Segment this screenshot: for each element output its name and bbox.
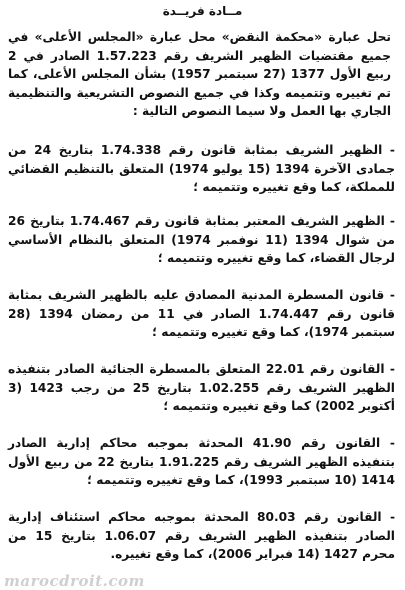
list-item-5: - القانون رقم 41.90 المحدثة بموجبه محاكم إدارية الصادر بتنفيذه الظهير الشريف رقم 1.91.225 بتاريخ 22 من ربيع الأول 1414 (10 سبتمبر 1993)، كما وقع تغييره وتتميمه ؛ xyxy=(8,436,395,488)
list-item-1: - الظهير الشريف بمثابة قانون رقم 1.74.338 بتاريخ 24 من جمادى الآخرة 1394 (15 يوليو 1974) المتعلق بالتنظيم القضائي للمملكة، كما وقع تغييره وتتميمه ؛ xyxy=(8,143,395,195)
site-watermark: marocdroit.com xyxy=(4,572,145,590)
list-item-3: - قانون المسطرة المدنية المصادق عليه بالظهير الشريف بمثابة قانون رقم 1.74.447 الصادر في 11 من رمضان 1394 (28 سبتمبر 1974)، كما وقع تغييره وتتميمه ؛ xyxy=(8,288,395,340)
list-item-2: - الظهير الشريف المعتبر بمثابة قانون رقم 1.74.467 بتاريخ 26 من شوال 1394 (11 نوفمبر 1974) المتعلق بالنظام الأساسي لرجال القضاء، كما وقع تغييره وتتميمه ؛ xyxy=(8,214,395,266)
article-heading: مــادة فريــدة xyxy=(162,4,243,18)
intro-paragraph: تحل عبارة «محكمة النقض» محل عبارة «المجلس الأعلى» في جميع مقتضيات الظهير الشريف رقم 1.57.223 الصادر في 2 ربيع الأول 1377 (27 سبتمبر 1957) بشأن المجلس الأعلى، كما تم تغييره وتتميمه وكذا في جميع النصوص التشريعية والتنظيمية الجاري بها العمل ولا سيما النصوص التالية : xyxy=(8,30,391,119)
list-item-4: - القانون رقم 22.01 المتعلق بالمسطرة الجنائية الصادر بتنفيذه الظهير الشريف رقم 1.02.255 بتاريخ 25 من رجب 1423 (3 أكتوبر 2002) كما وقع تغييره وتتميمه ؛ xyxy=(8,362,395,414)
list-item-6: - القانون رقم 80.03 المحدثة بموجبه محاكم استئناف إدارية الصادر بتنفيذه الظهير الشريف رقم 1.06.07 بتاريخ 15 من محرم 1427 (14 فبراير 2006)، كما وقع تغييره. xyxy=(8,510,396,562)
